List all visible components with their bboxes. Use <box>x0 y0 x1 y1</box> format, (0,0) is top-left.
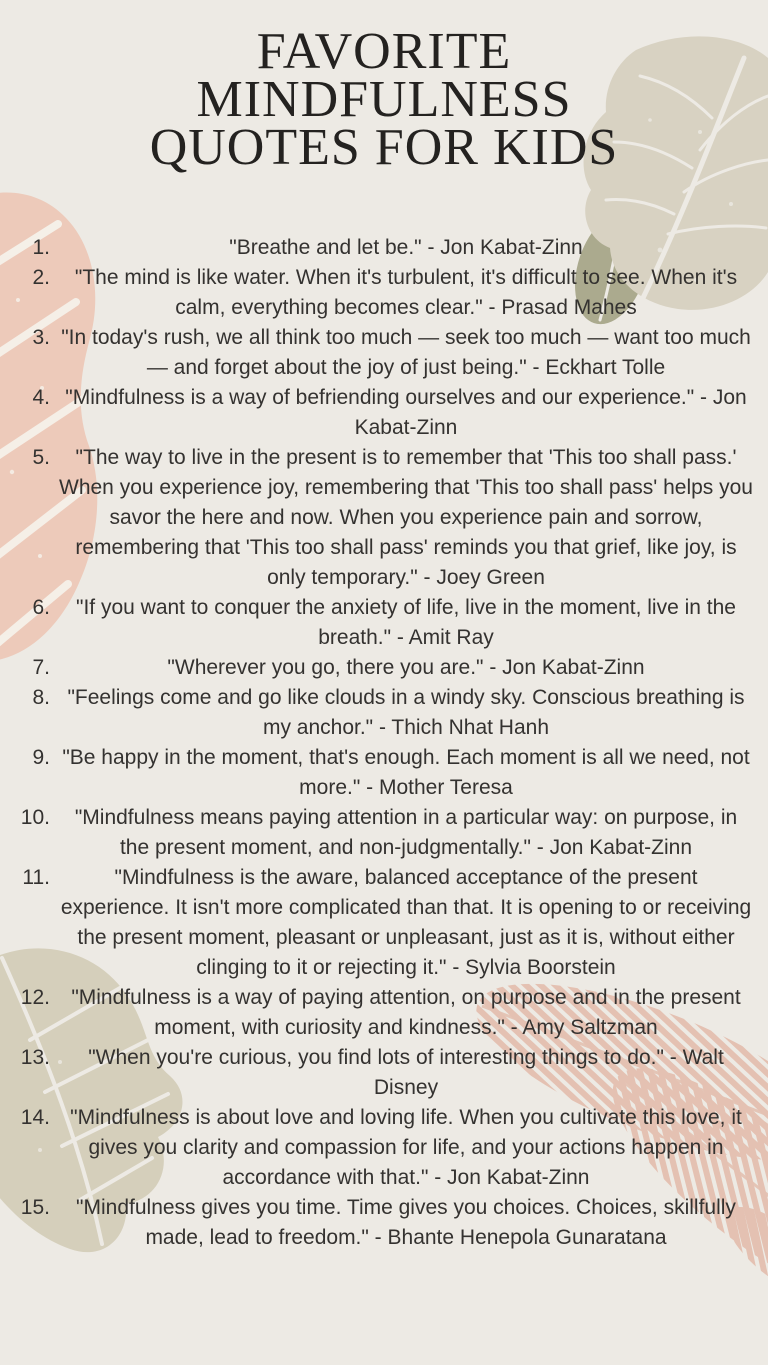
quote-text: "Mindfulness means paying attention in a particular way: on purpose, in the present moment, and non-judgmentally." - Jon Kabat-Zinn <box>74 806 738 859</box>
quote-text: "Mindfulness is about love and loving life. When you cultivate this love, it gives you clarity and compassion for life, and your actions happen in accordance with that." - Jon Kabat-Zinn <box>70 1106 742 1189</box>
quote-text: "Mindfulness is the aware, balanced acceptance of the present experience. It isn't more complicated than that. It is opening to or receiving the present moment, pleasant or unpleasant, just as it is, without either clinging to it or rejecting it." - Sylvia Boorstein <box>60 866 752 979</box>
quote-text: "The mind is like water. When it's turbulent, it's difficult to see. When it's calm, everything becomes clear." - Prasad Mahes <box>74 266 738 319</box>
quote-number: 15. <box>20 1196 50 1219</box>
quote-item <box>32 593 754 653</box>
quote-number: 3. <box>32 326 50 349</box>
quote-item <box>32 233 754 263</box>
quote-item <box>32 743 754 803</box>
title-line-3: QUOTES FOR KIDS <box>149 119 619 176</box>
quote-text: "Feelings come and go like clouds in a windy sky. Conscious breathing is my anchor." - Thich Nhat Hanh <box>67 686 745 739</box>
quotes-list <box>20 233 754 1253</box>
quote-text: "If you want to conquer the anxiety of life, live in the moment, live in the breath." - Amit Ray <box>76 596 736 649</box>
quote-text: "Wherever you go, there you are." - Jon Kabat-Zinn <box>167 656 645 679</box>
quote-number: 12. <box>20 986 50 1009</box>
quote-text: "The way to live in the present is to remember that 'This too shall pass.' When you experience joy, remembering that 'This too shall pass' helps you savor the here and now. When you experience pain and sorrow, remembering that 'This too shall pass' reminds you that grief, like joy, is only temporary." - Joey Green <box>59 446 753 589</box>
quote-text: "Be happy in the moment, that's enough. Each moment is all we need, not more." - Mother Teresa <box>62 746 750 799</box>
title-line-2: MINDFULNESS <box>196 71 572 128</box>
quote-item <box>20 803 754 863</box>
page-title <box>0 23 768 176</box>
quote-number: 2. <box>32 266 50 289</box>
title-line-1: FAVORITE <box>256 23 512 80</box>
quote-text: "When you're curious, you find lots of interesting things to do." - Walt Disney <box>88 1046 724 1099</box>
quote-item <box>22 863 754 983</box>
quote-number: 9. <box>32 746 50 769</box>
quote-number: 8. <box>32 686 50 709</box>
quote-text: "Mindfulness is a way of befriending ourselves and our experience." - Jon Kabat-Zinn <box>65 386 747 439</box>
quote-number: 5. <box>32 446 50 469</box>
quote-number: 4. <box>32 386 50 409</box>
quote-item <box>20 1193 754 1253</box>
quote-text: "Breathe and let be." - Jon Kabat-Zinn <box>229 236 583 259</box>
quote-text: "Mindfulness is a way of paying attention, on purpose and in the present moment, with curiosity and kindness." - Amy Saltzman <box>71 986 741 1039</box>
quote-item <box>32 263 754 323</box>
quote-item <box>32 683 754 743</box>
quote-text: "In today's rush, we all think too much — seek too much — want too much — and forget about the joy of just being." - Eckhart Tolle <box>61 326 751 379</box>
quote-number: 14. <box>20 1106 50 1129</box>
quote-item <box>20 1043 754 1103</box>
quote-number: 6. <box>32 596 50 619</box>
quote-number: 1. <box>32 236 50 259</box>
quote-number: 10. <box>20 806 50 829</box>
quote-number: 11. <box>22 866 50 889</box>
quote-item <box>20 983 754 1043</box>
quote-number: 13. <box>20 1046 50 1069</box>
quote-item <box>32 653 754 683</box>
quote-item <box>32 323 754 383</box>
quote-item <box>32 443 754 593</box>
quote-text: "Mindfulness gives you time. Time gives you choices. Choices, skillfully made, lead to freedom." - Bhante Henepola Gunaratana <box>76 1196 736 1249</box>
quote-number: 7. <box>32 656 50 679</box>
quote-item <box>32 383 754 443</box>
quote-item <box>20 1103 754 1193</box>
